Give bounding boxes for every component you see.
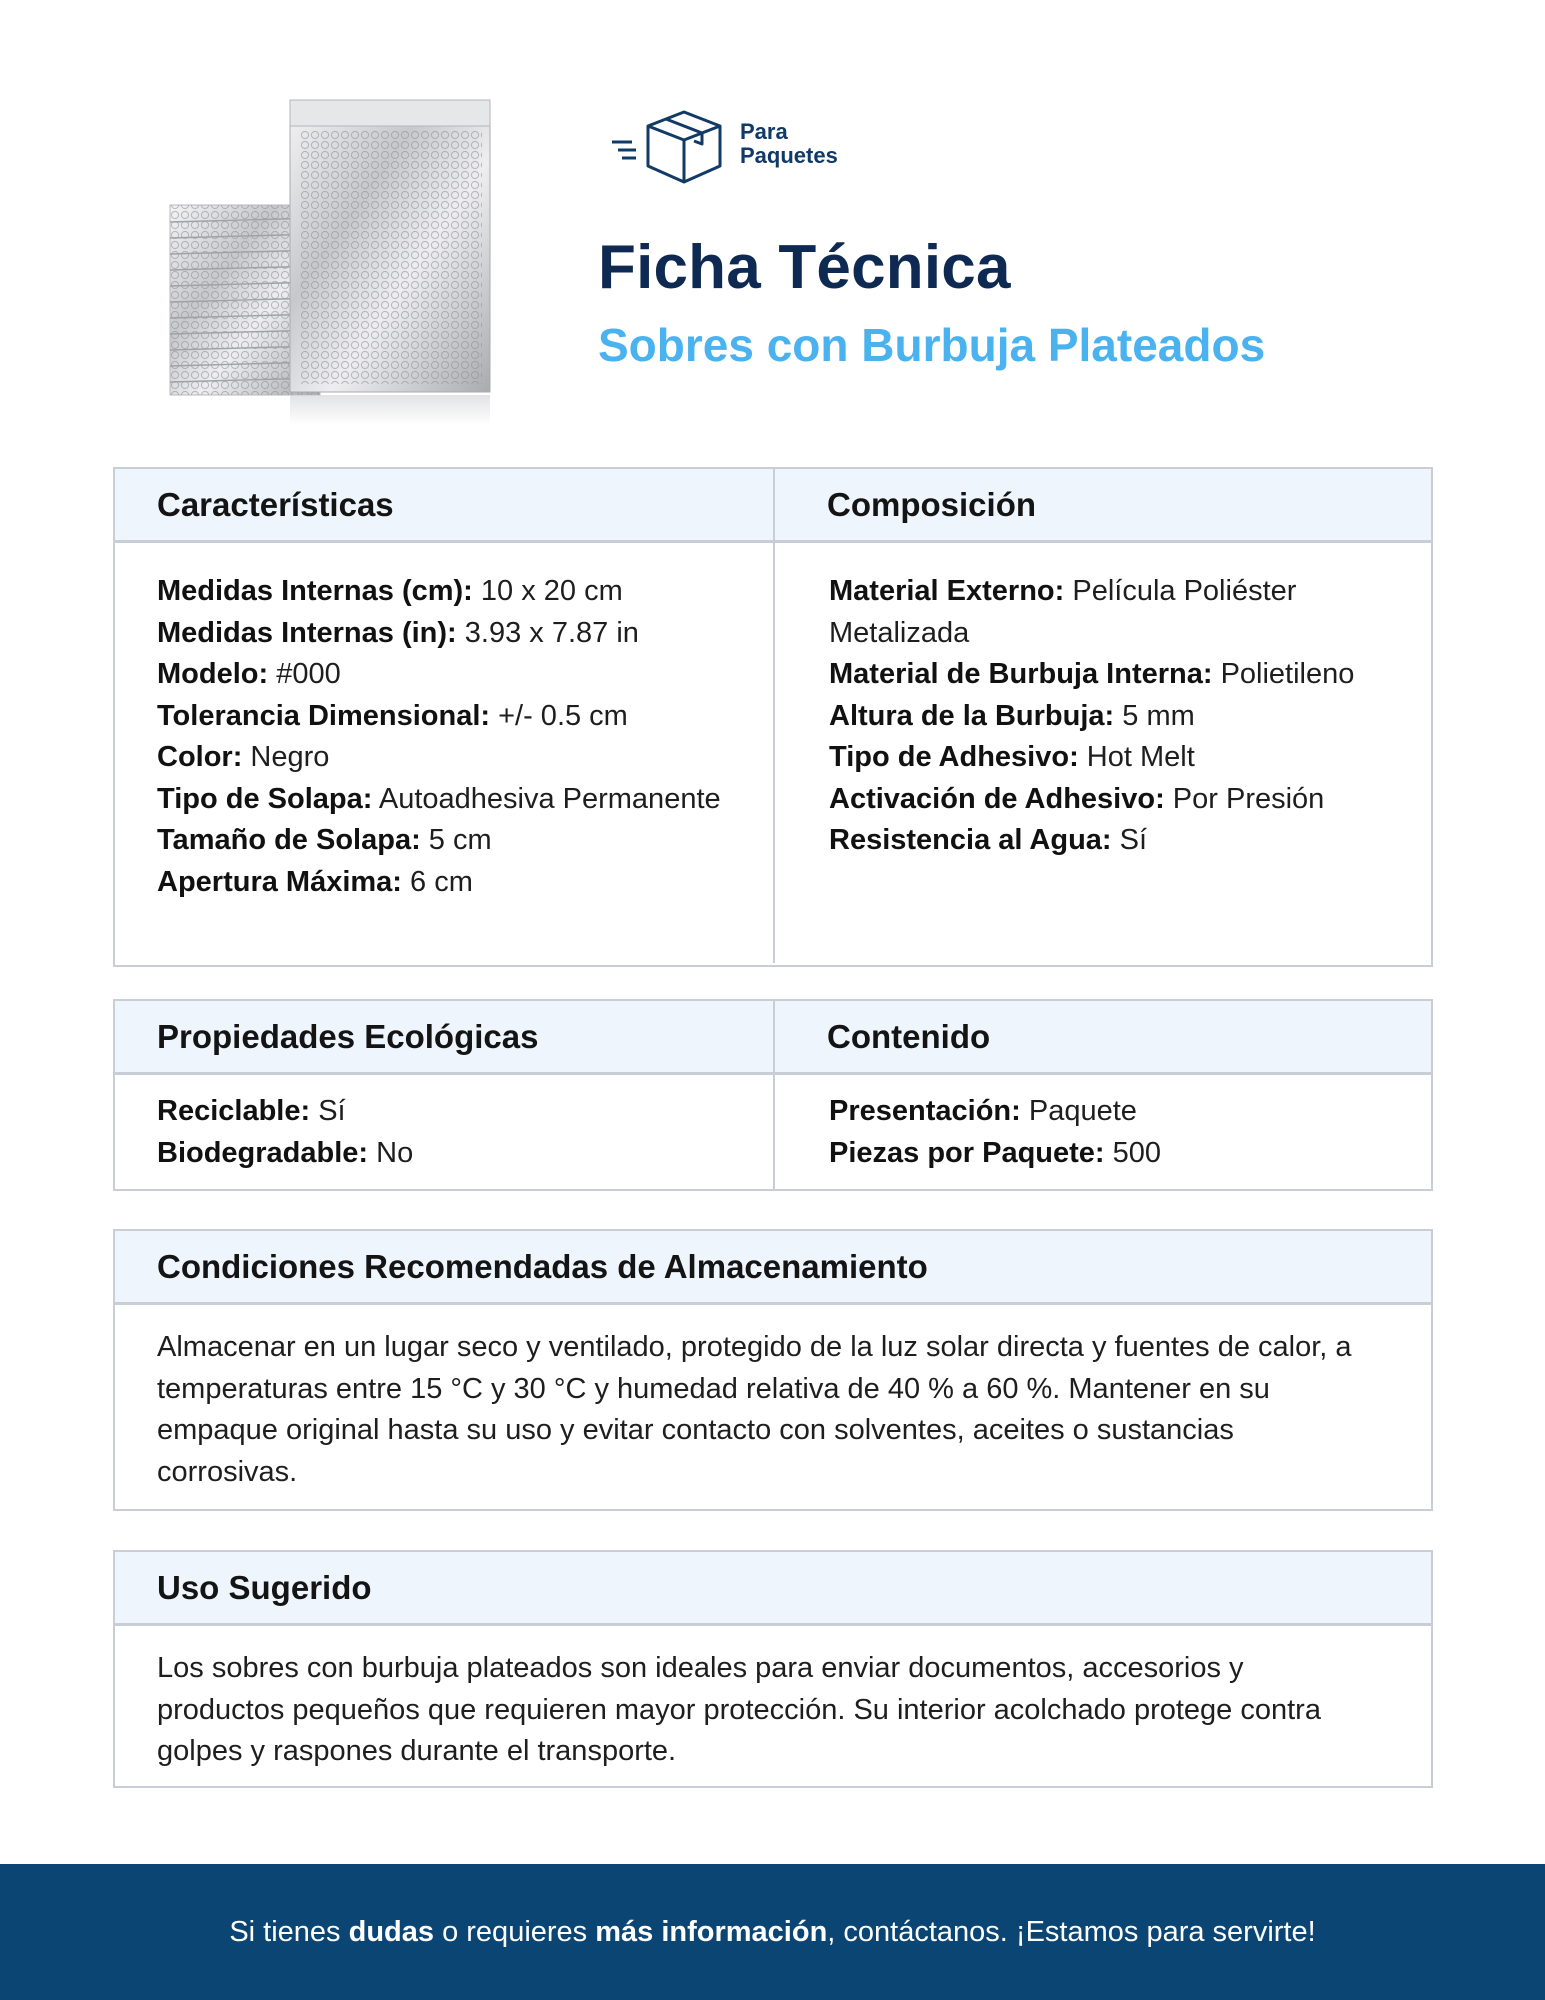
specs-box: [113, 467, 1433, 967]
spec-row: Tolerancia Dimensional: +/- 0.5 cm: [157, 699, 628, 732]
spec-row: Reciclable: Sí: [157, 1095, 346, 1127]
product-image: [160, 90, 520, 430]
caracteristicas-list: [115, 543, 775, 963]
spec-row: Medidas Internas (cm): 10 x 20 cm: [157, 575, 623, 607]
spec-row: Altura de la Burbuja: 5 mm: [829, 699, 1195, 732]
spec-row: Resistencia al Agua: Sí: [829, 824, 1148, 856]
spec-row: Medidas Internas (in): 3.93 x 7.87 in: [157, 616, 639, 649]
ecologicas-title: Propiedades Ecológicas: [115, 1001, 775, 1072]
footer-text: Si tienes dudas o requieres más información, contáctanos. ¡Estamos para servirte!: [229, 1915, 1316, 1948]
brand-line-2: Paquetes: [740, 143, 838, 168]
spec-row: Modelo: #000: [157, 658, 341, 690]
composicion-list: [775, 543, 1431, 963]
caracteristicas-title: Características: [115, 469, 775, 540]
uso-title: Uso Sugerido: [157, 1568, 372, 1606]
spec-row: Presentación: Paquete: [829, 1095, 1137, 1127]
page-title: Ficha Técnica: [598, 233, 1011, 302]
spec-row: Tamaño de Solapa: 5 cm: [157, 824, 492, 856]
box-icon: [608, 104, 728, 184]
footer-banner: [0, 1864, 1545, 2000]
spec-row: Apertura Máxima: 6 cm: [157, 865, 473, 898]
spec-row: Color: Negro: [157, 741, 330, 773]
brand-line-1: Para: [740, 119, 788, 144]
ecologicas-list: [115, 1075, 775, 1189]
almacenamiento-text: Almacenar en un lugar seco y ventilado, protegido de la luz solar directa y fuentes de calor, a temperaturas entre 15 °C y 30 °C y humedad relativa de 40 % a 60 %. Mantener en su empaque original hasta su uso y evitar contacto con solventes, aceites o sustancias corrosivas.: [157, 1331, 1352, 1488]
spec-row: Piezas por Paquete: 500: [829, 1136, 1162, 1169]
composicion-title: Composición: [827, 485, 1037, 523]
spec-row: Material de Burbuja Interna: Polietileno: [829, 658, 1355, 690]
storage-box: [113, 1229, 1433, 1511]
almacenamiento-title: Condiciones Recomendadas de Almacenamiento: [157, 1247, 928, 1285]
spec-row: Biodegradable: No: [157, 1136, 414, 1169]
brand-logo: [608, 104, 838, 184]
contenido-title: Contenido: [827, 1017, 991, 1055]
uso-text: Los sobres con burbuja plateados son ideales para enviar documentos, accesorios y productos pequeños que requieren mayor protección. Su interior acolchado protege contra golpes y raspones durante el transporte.: [157, 1652, 1321, 1767]
spec-row: Material Externo: Película Poliéster Metalizada: [829, 575, 1297, 649]
spec-row: Activación de Adhesivo: Por Presión: [829, 782, 1325, 815]
page-subtitle: Sobres con Burbuja Plateados: [598, 319, 1266, 371]
spec-row: Tipo de Solapa: Autoadhesiva Permanente: [157, 782, 721, 815]
contenido-list: [775, 1075, 1431, 1189]
usage-box: [113, 1550, 1433, 1788]
spec-row: Tipo de Adhesivo: Hot Melt: [829, 741, 1195, 773]
eco-content-box: [113, 999, 1433, 1191]
